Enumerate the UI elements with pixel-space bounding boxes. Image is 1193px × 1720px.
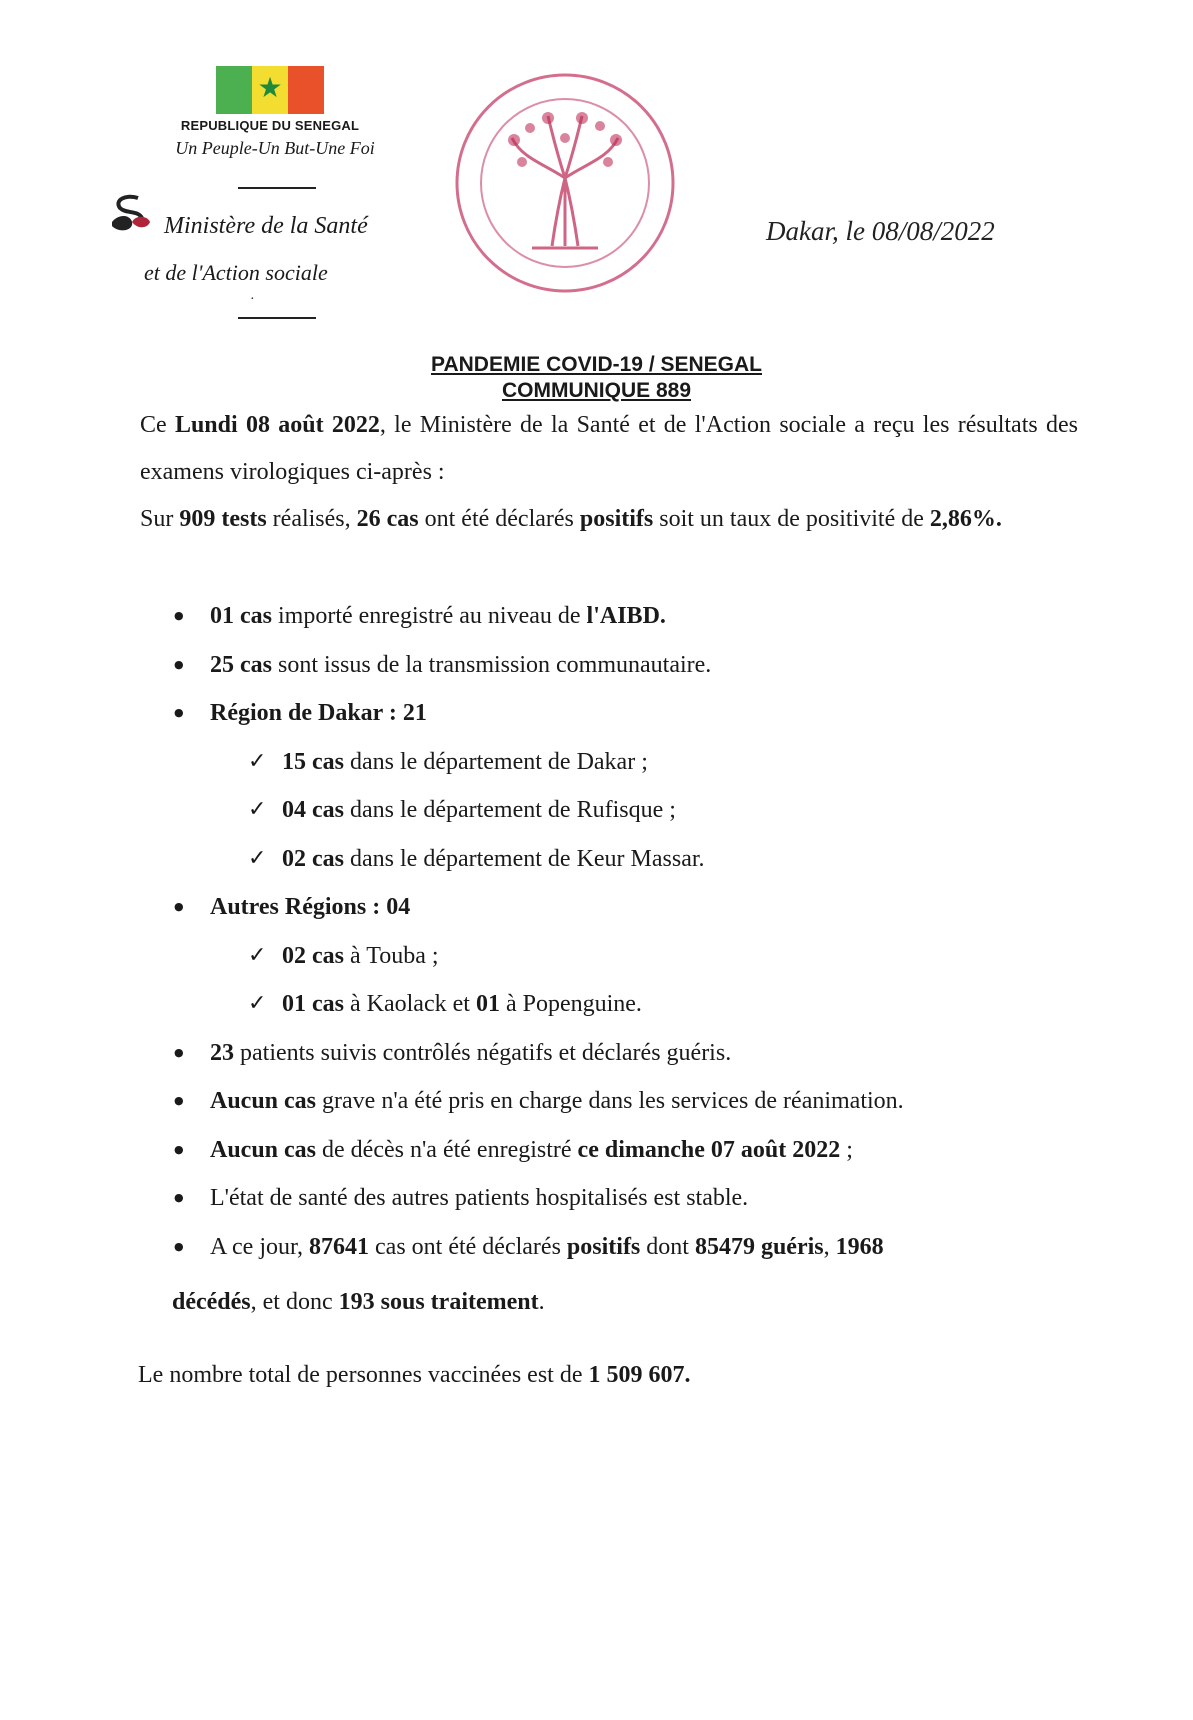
communique-title: [0, 352, 1193, 404]
sub-list-item: ✓ 15 cas dans le département de Dakar ;: [172, 738, 1072, 787]
divider: [238, 317, 316, 319]
ministry-logo-icon: [108, 192, 154, 238]
republic-title: REPUBLIQUE DU SENEGAL: [180, 118, 360, 133]
check-icon: ✓: [248, 942, 267, 968]
national-motto: Un Peuple-Un But-Une Foi: [175, 138, 375, 158]
list-item: ● Autres Régions : 04: [172, 883, 1072, 932]
divider: [238, 187, 316, 189]
ministry-name-line2: et de l'Action sociale: [144, 260, 328, 285]
date-line: Dakar, le 08/08/2022: [766, 216, 995, 246]
list-item: ● Aucun cas grave n'a été pris en charge dans les services de réanimation.: [172, 1077, 1072, 1126]
star-icon: ★: [257, 71, 283, 104]
check-icon: ✓: [248, 797, 267, 822]
check-icon: ✓: [248, 991, 267, 1016]
check-icon: ✓: [248, 748, 267, 774]
title-line2: COMMUNIQUE 889: [501, 379, 692, 402]
statistics-list: [172, 592, 1072, 1333]
separator-dot: ·: [250, 292, 255, 307]
list-item: ● Région de Dakar : 21: [172, 689, 1072, 738]
list-item: ● 25 cas sont issus de la transmission communautaire.: [172, 641, 1072, 690]
ministry-seal-stamp: [452, 68, 678, 298]
list-item: ● Aucun cas de décès n'a été enregistré ce dimanche 07 août 2022 ;: [172, 1126, 1072, 1175]
list-item: ● 23 patients suivis contrôlés négatifs et déclarés guéris.: [172, 1029, 1072, 1078]
sub-list-item: ✓ 02 cas à Touba ;: [172, 932, 1072, 981]
list-item-continuation: décédés, et donc 193 sous traitement.: [172, 1289, 545, 1315]
intro-paragraph-2: Sur 909 tests réalisés, 26 cas ont été déclarés positifs soit un taux de positivité de 2,86%.: [140, 506, 1002, 532]
list-item: ● 01 cas importé enregistré au niveau de l'AIBD.: [172, 592, 1072, 641]
sub-list-item: ✓ 02 cas dans le département de Keur Massar.: [172, 835, 1072, 884]
list-item: ● A ce jour, 87641 cas ont été déclarés positifs dont 85479 guéris, 1968: [172, 1223, 1072, 1272]
check-icon: ✓: [248, 845, 267, 871]
title-line1: PANDEMIE COVID-19 / SENEGAL: [431, 353, 762, 376]
vaccination-total: Le nombre total de personnes vaccinées est de 1 509 607.: [138, 1362, 691, 1388]
intro-paragraphs: [140, 402, 1078, 543]
intro-paragraph-1: Ce Lundi 08 août 2022, le Ministère de la Santé et de l'Action sociale a reçu les résultats des examens virologiques ci-après :: [140, 412, 1078, 485]
senegal-flag: [216, 66, 324, 114]
sub-list-item: ✓ 04 cas dans le département de Rufisque ;: [172, 786, 1072, 835]
ministry-name-line1: Ministère de la Santé: [164, 213, 368, 239]
list-item: ● L'état de santé des autres patients hospitalisés est stable.: [172, 1174, 1072, 1223]
sub-list-item: ✓ 01 cas à Kaolack et 01 à Popenguine.: [172, 980, 1072, 1029]
